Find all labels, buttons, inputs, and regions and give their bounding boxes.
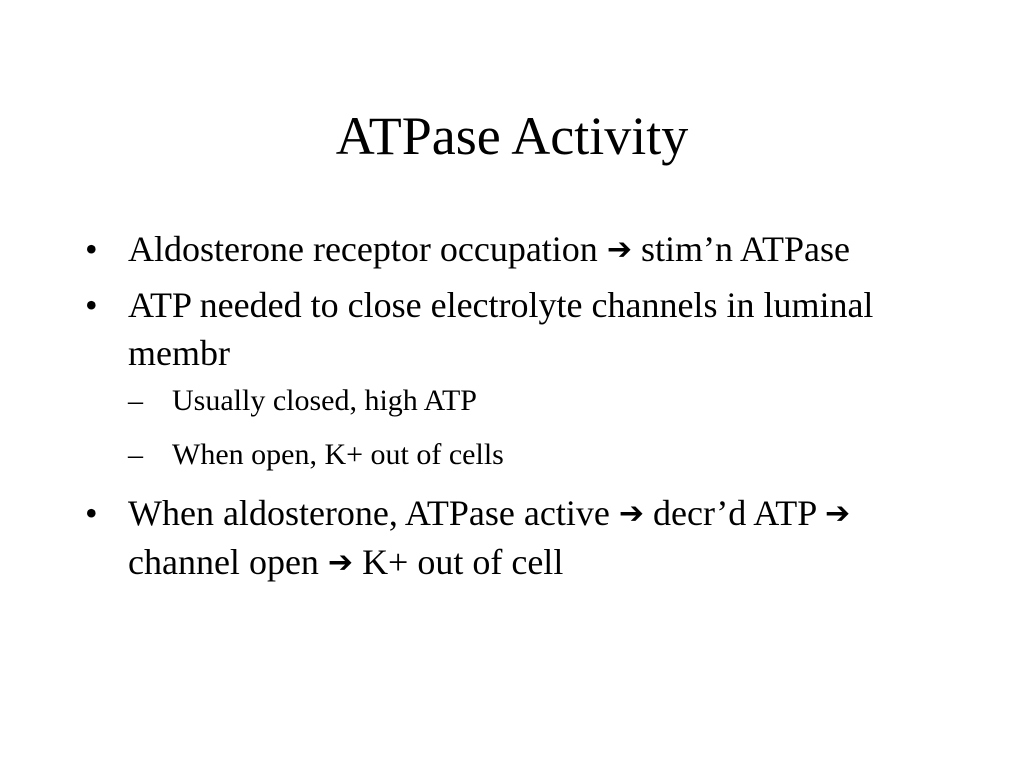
sub-bullet-item <box>128 435 955 475</box>
sub-bullet-list <box>128 381 955 475</box>
bullet-text: K+ out of cell <box>362 542 564 582</box>
sub-bullet-marker: – <box>128 438 143 471</box>
right-arrow-icon: ➔ <box>618 496 644 531</box>
right-arrow-icon: ➔ <box>824 496 851 531</box>
sub-bullet-text: Usually closed, high ATP <box>172 384 477 417</box>
bullet-text: Aldosterone receptor occupation <box>128 229 598 269</box>
sub-bullet-text: When open, K+ out of cells <box>172 438 504 471</box>
right-arrow-icon: ➔ <box>606 232 632 267</box>
bullet-text: When aldosterone, ATPase active <box>128 493 610 533</box>
bullet-marker: • <box>85 229 98 269</box>
bullet-item <box>85 281 955 475</box>
right-arrow-icon: ➔ <box>327 545 354 580</box>
slide-title: ATPase Activity <box>335 106 689 166</box>
bullet-item <box>85 225 955 274</box>
sub-bullet-item <box>128 381 955 421</box>
bullet-item <box>85 489 955 587</box>
bullet-list <box>85 225 955 594</box>
bullet-text: stim’n ATPase <box>640 229 850 269</box>
bullet-marker: • <box>85 493 98 533</box>
sub-bullet-marker: – <box>128 384 143 417</box>
bullet-text: channel open <box>128 542 319 582</box>
bullet-text: ATP needed to close electrolyte channels in luminal membr <box>128 285 874 373</box>
bullet-marker: • <box>85 285 98 325</box>
bullet-text: decr’d ATP <box>652 493 816 533</box>
